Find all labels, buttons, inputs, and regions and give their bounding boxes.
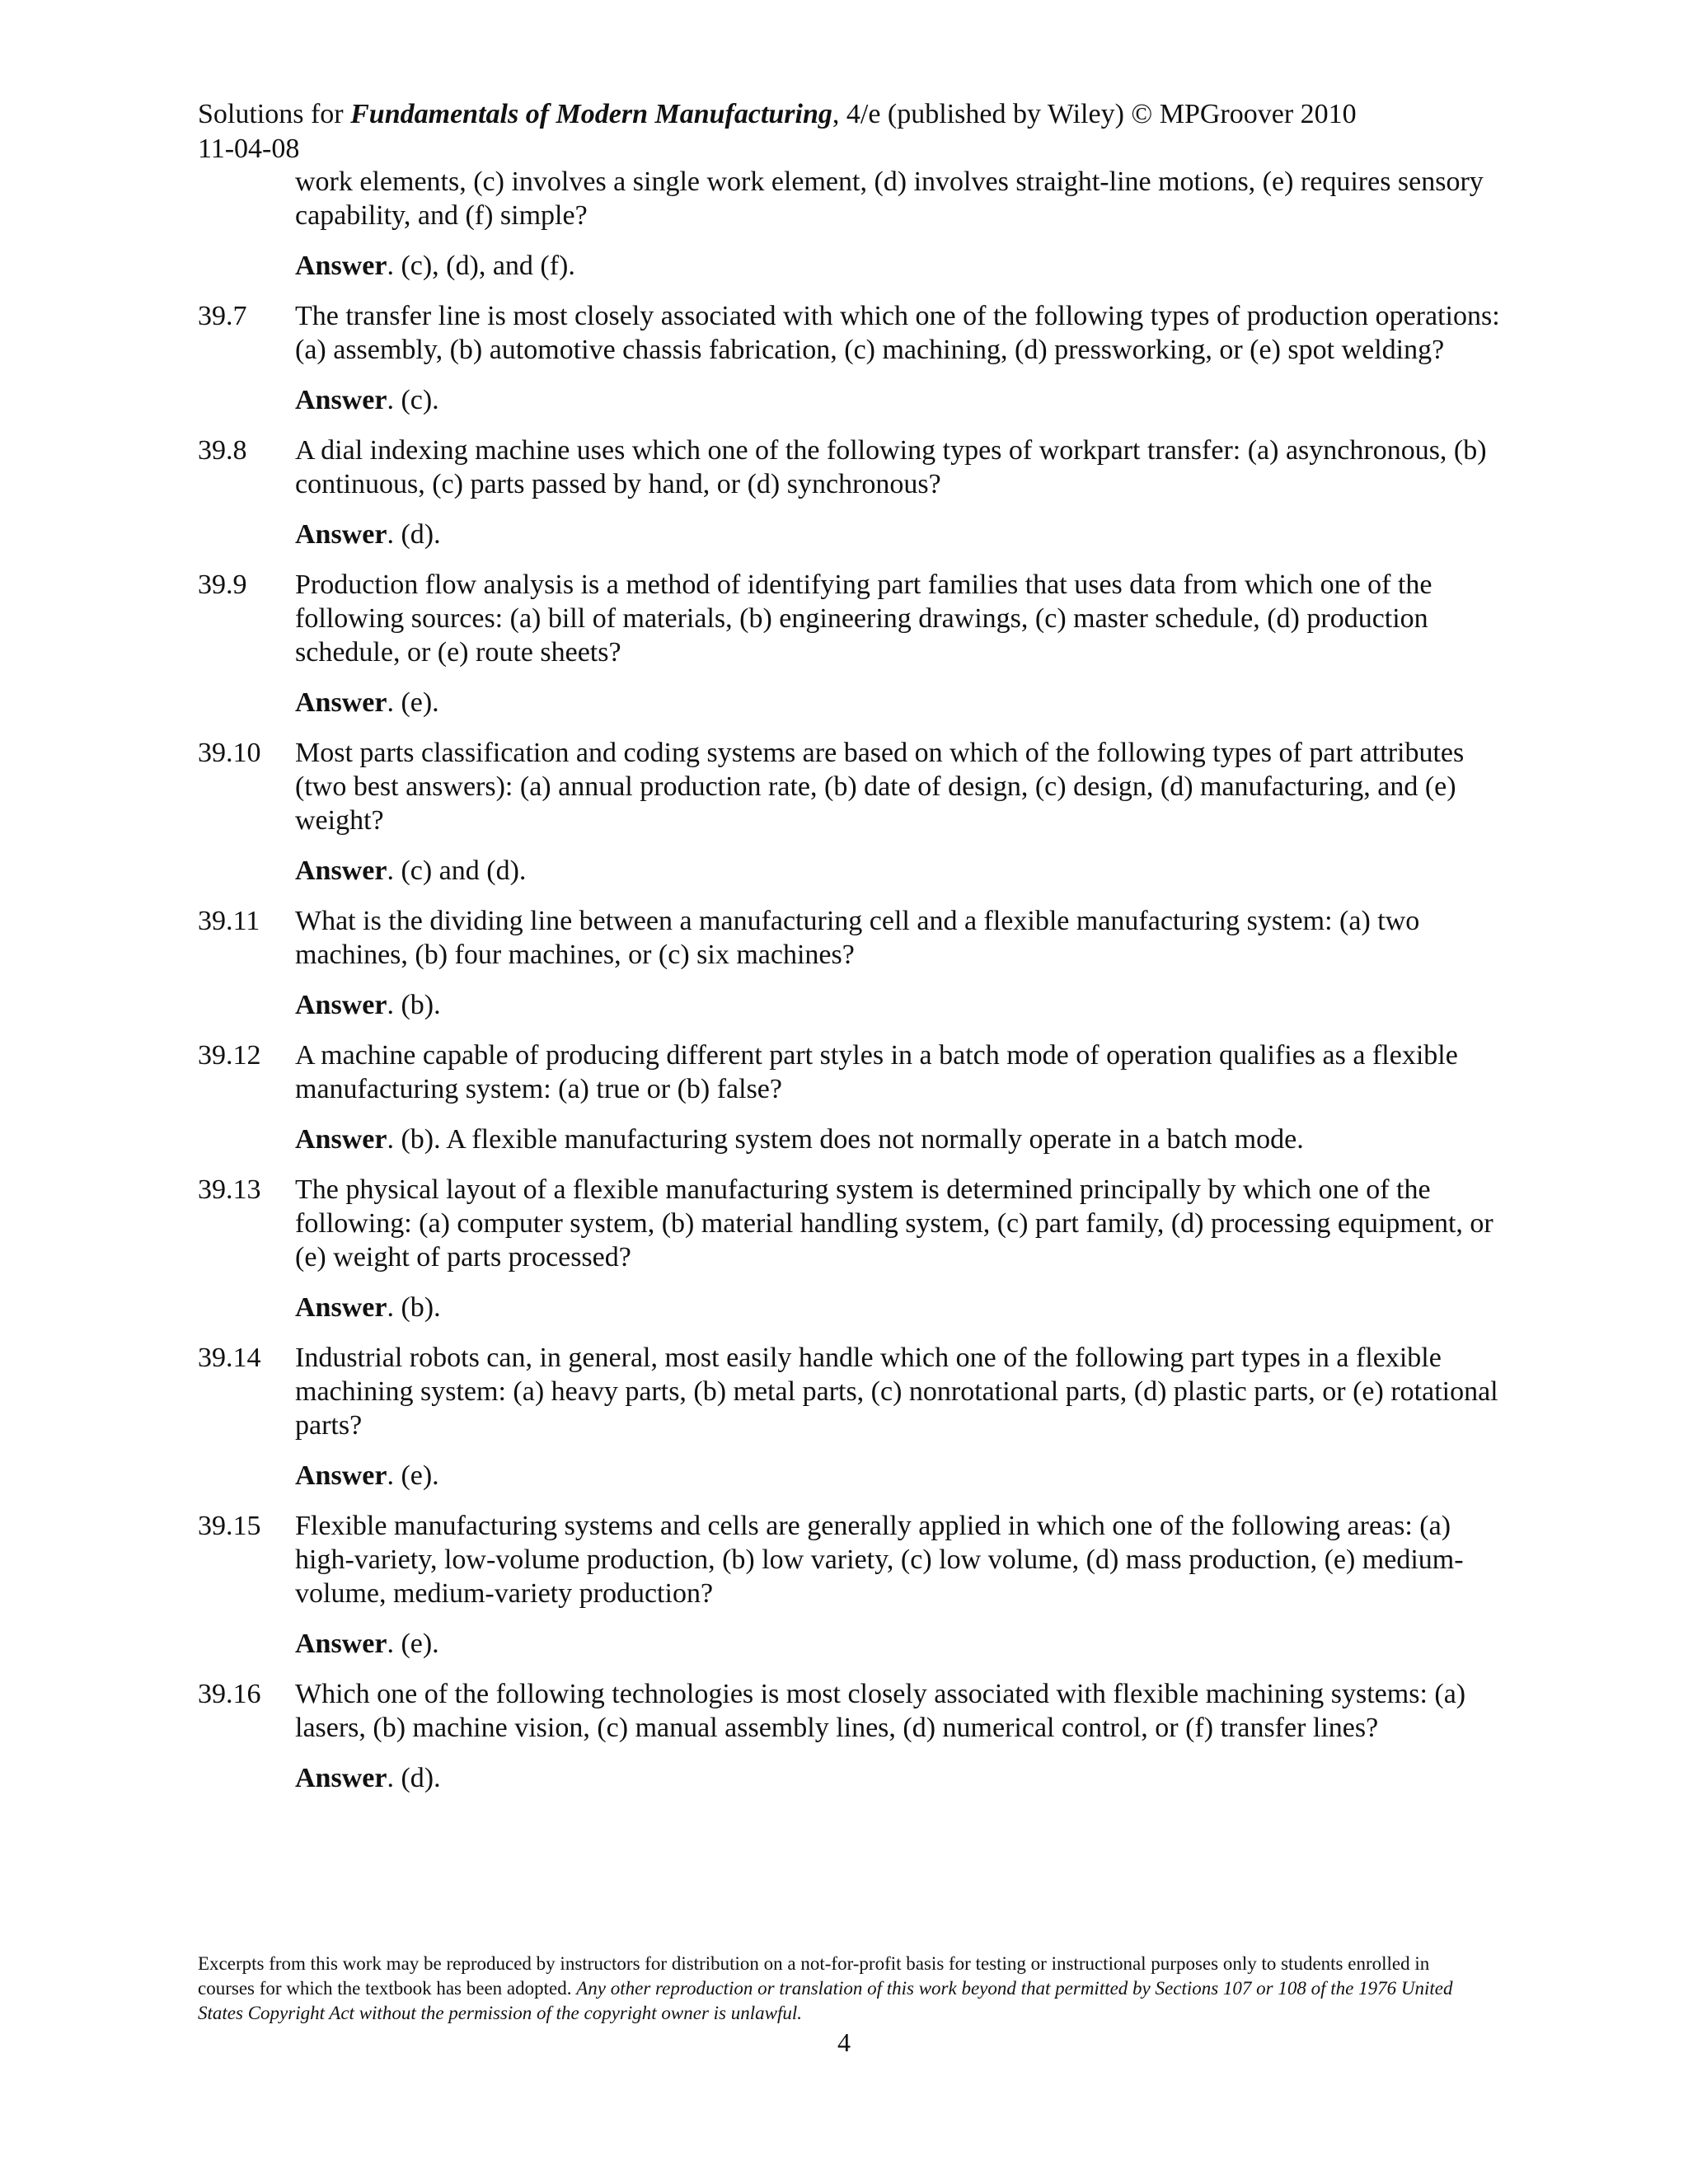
answer: [295, 1459, 1508, 1493]
answer-label: Answer: [295, 519, 387, 550]
question-text: Industrial robots can, in general, most easily handle which one of the following part types in a flexible machining system: (a) heavy parts, (b) metal parts, (c) nonrotational parts, (d) plastic parts, or (e) rotational parts?: [295, 1343, 1498, 1441]
header-title-line: [198, 97, 1517, 132]
footer-notice: Excerpts from this work may be reproduced by instructors for distribution on a not-for-profit basis for testing or instructional purposes only to students enrolled in courses for which the textbook has been adopted.: [198, 1953, 1430, 1999]
question-item: [198, 904, 1508, 972]
question-text: Which one of the following technologies is most closely associated with flexible machining systems: (a) lasers, (b) machine vision, (c) manual assembly lines, (d) numerical control, or (f) transfer lines?: [295, 1679, 1466, 1743]
question-item: [198, 1509, 1508, 1610]
page-content: [198, 165, 1508, 1795]
answer-text: . (c), (d), and (f).: [387, 251, 575, 281]
answer-text: . (b). A flexible manufacturing system does not normally operate in a batch mode.: [387, 1124, 1304, 1155]
question-text: A machine capable of producing different part styles in a batch mode of operation qualifies as a flexible manufacturing system: (a) true or (b) false?: [295, 1040, 1458, 1104]
question-number: 39.7: [198, 301, 247, 331]
question-text: A dial indexing machine uses which one of the following types of workpart transfer: (a) asynchronous, (b) continuous, (c) parts passed by hand, or (d) synchronous?: [295, 435, 1487, 499]
question-number: 39.12: [198, 1040, 261, 1071]
answer-label: Answer: [295, 1124, 387, 1155]
header-date: 11-04-08: [198, 134, 300, 164]
answer: [295, 383, 1508, 417]
question-item: [198, 736, 1508, 837]
answer: [295, 988, 1508, 1022]
question-text: The physical layout of a flexible manufacturing system is determined principally by which one of the following: (a) computer system, (b) material handling system, (c) part family, (d) processing equipment, or (e) weight of parts processed?: [295, 1174, 1493, 1272]
question-item: [198, 1038, 1508, 1106]
footer-legal-notice: Any other reproduction or translation of this work beyond that permitted by Sections 107 or 108 of the 1976 United States Copyright Act without the permission of the copyright owner is unlawful.: [198, 1978, 1453, 2023]
question-item: [198, 434, 1508, 501]
header-prefix: Solutions for: [198, 99, 351, 129]
answer-label: Answer: [295, 385, 387, 415]
answer: [295, 686, 1508, 719]
question-text: Most parts classification and coding systems are based on which of the following types of part attributes (two best answers): (a) annual production rate, (b) date of design, (c) design, (d) manufacturing, and (e) weight?: [295, 738, 1465, 836]
question-number: 39.11: [198, 906, 260, 936]
header-suffix: , 4/e (published by Wiley) © MPGroover 2010: [832, 99, 1357, 129]
answer: [295, 854, 1508, 888]
question-text: Production flow analysis is a method of identifying part families that uses data from which one of the following sources: (a) bill of materials, (b) engineering drawings, (c) master schedule, (d) production schedule, or (e) route sheets?: [295, 569, 1432, 668]
question-number: 39.13: [198, 1174, 261, 1205]
question-text: Flexible manufacturing systems and cells are generally applied in which one of the following areas: (a) high-variety, low-volume production, (b) low variety, (c) low volume, (d) mass production, (e) medium-volume, medium-variety production?: [295, 1511, 1464, 1609]
question-number: 39.8: [198, 435, 247, 466]
question-number: 39.16: [198, 1679, 261, 1709]
answer-label: Answer: [295, 1763, 387, 1793]
answer-label: Answer: [295, 990, 387, 1020]
answer-text: . (c) and (d).: [387, 855, 527, 886]
page-header: [198, 97, 1517, 166]
answer-text: . (d).: [387, 1763, 441, 1793]
question-item: [198, 1677, 1508, 1745]
answer: [295, 1122, 1508, 1156]
answer-label: Answer: [295, 251, 387, 281]
question-number: 39.9: [198, 569, 247, 600]
answer-text: . (d).: [387, 519, 441, 550]
answer-text: . (b).: [387, 1292, 441, 1323]
answer-text: . (e).: [387, 1460, 439, 1491]
question-item: [198, 1173, 1508, 1274]
question-item: [198, 299, 1508, 367]
book-title: Fundamentals of Modern Manufacturing: [350, 99, 832, 129]
page-number: 4: [837, 2027, 851, 2057]
continued-question-text: work elements, (c) involves a single work element, (d) involves straight-line motions, (e) requires sensory capability, and (f) simple?: [295, 166, 1484, 231]
answer-text: . (b).: [387, 990, 441, 1020]
question-text: The transfer line is most closely associated with which one of the following types of production operations: (a) assembly, (b) automotive chassis fabrication, (c) machining, (d) pressworking, or (e) spot welding?: [295, 301, 1500, 365]
answer: [295, 1627, 1508, 1661]
answer: [295, 518, 1508, 551]
question-text: What is the dividing line between a manufacturing cell and a flexible manufacturing system: (a) two machines, (b) four machines, or (c) six machines?: [295, 906, 1420, 970]
question-list: [198, 299, 1508, 1795]
question-number: 39.14: [198, 1343, 261, 1373]
question-item: [198, 568, 1508, 669]
continued-answer: [295, 249, 1508, 283]
answer-text: . (c).: [387, 385, 439, 415]
question-item: [198, 1341, 1508, 1442]
answer-label: Answer: [295, 1292, 387, 1323]
answer-text: . (e).: [387, 687, 439, 718]
question-number: 39.10: [198, 738, 261, 768]
answer: [295, 1761, 1508, 1795]
answer-label: Answer: [295, 1629, 387, 1659]
answer: [295, 1291, 1508, 1324]
answer-text: . (e).: [387, 1629, 439, 1659]
answer-label: Answer: [295, 855, 387, 886]
question-number: 39.15: [198, 1511, 261, 1541]
answer-label: Answer: [295, 1460, 387, 1491]
answer-label: Answer: [295, 687, 387, 718]
copyright-footer: [198, 1952, 1484, 2026]
